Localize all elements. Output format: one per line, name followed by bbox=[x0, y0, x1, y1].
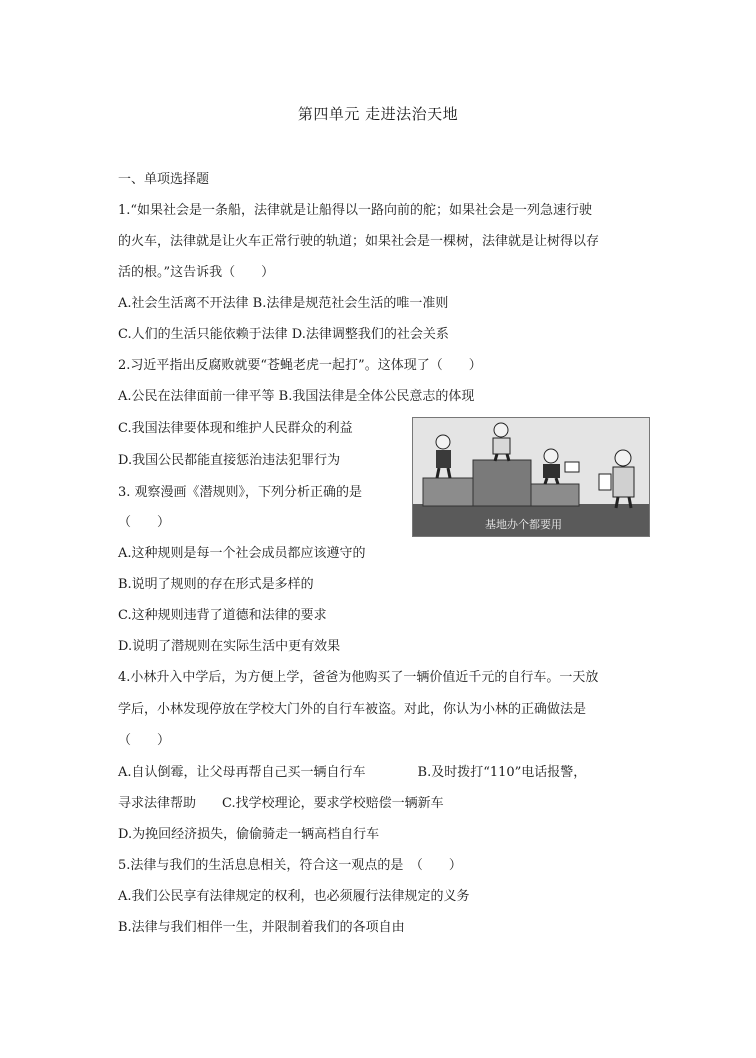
question-2-option-d: D.我国公民都能直接惩治违法犯罪行为 bbox=[118, 453, 341, 468]
question-3-option-c: C.这种规则违背了道德和法律的要求 bbox=[118, 608, 327, 623]
question-4-blank: （ ） bbox=[118, 733, 171, 748]
question-3-blank: （ ） bbox=[118, 515, 171, 530]
question-4-option-d: D.为挽回经济损失，偷偷骑走一辆高档自行车 bbox=[118, 827, 380, 842]
section-heading: 一、单项选择题 bbox=[118, 172, 210, 187]
question-3-stem: 3. 观察漫画《潜规则》，下列分析正确的是 bbox=[118, 485, 363, 500]
question-1-line-3: 活的根。”这告诉我（ ） bbox=[118, 265, 275, 280]
cartoon-caption: 基地办个都要用 bbox=[485, 518, 562, 531]
question-5-option-b: B.法律与我们相伴一生，并限制着我们的各项自由 bbox=[118, 920, 405, 935]
question-3-option-b: B.说明了规则的存在形式是多样的 bbox=[118, 577, 314, 592]
question-1-line-2: 的火车，法律就是让火车正常行驶的轨道；如果社会是一棵树，法律就是让树得以存 bbox=[118, 234, 600, 249]
page-title: 第四单元 走进法治天地 bbox=[297, 105, 459, 123]
question-2-option-ab: A.公民在法律面前一律平等 B.我国法律是全体公民意志的体现 bbox=[118, 389, 475, 404]
question-1-option-cd: C.人们的生活只能依赖于法律 D.法律调整我们的社会关系 bbox=[118, 327, 449, 342]
question-1-line-1: 1.“如果社会是一条船，法律就是让船得以一路向前的舵；如果社会是一列急速行驶 bbox=[118, 203, 593, 218]
question-4-line-1: 4.小林升入中学后，为方便上学，爸爸为他购买了一辆价值近千元的自行车。一天放 bbox=[118, 670, 599, 685]
question-2-option-c: C.我国法律要体现和维护人民群众的利益 bbox=[118, 421, 353, 436]
question-3-option-d: D.说明了潜规则在实际生活中更有效果 bbox=[118, 639, 341, 654]
cartoon-image bbox=[412, 417, 650, 537]
question-4-line-2: 学后，小林发现停放在学校大门外的自行车被盗。对此，你认为小林的正确做法是 bbox=[118, 702, 587, 717]
question-2-stem: 2.习近平指出反腐败就要“苍蝇老虎一起打”。这体现了（ ） bbox=[118, 358, 482, 373]
cartoon-illustration bbox=[413, 418, 649, 536]
question-5-option-a: A.我们公民享有法律规定的权利，也必须履行法律规定的义务 bbox=[118, 889, 470, 904]
question-4-option-ab: A.自认倒霉，让父母再帮自己买一辆自行车 B.及时拨打“110”电话报警， bbox=[118, 765, 587, 780]
question-1-option-ab: A.社会生活离不开法律 B.法律是规范社会生活的唯一准则 bbox=[118, 296, 449, 311]
question-3-option-a: A.这种规则是每一个社会成员都应该遵守的 bbox=[118, 546, 366, 561]
question-4-option-b-cont: 寻求法律帮助 C.找学校理论，要求学校赔偿一辆新车 bbox=[118, 796, 444, 811]
question-5-stem: 5.法律与我们的生活息息相关，符合这一观点的是 （ ） bbox=[118, 858, 462, 873]
